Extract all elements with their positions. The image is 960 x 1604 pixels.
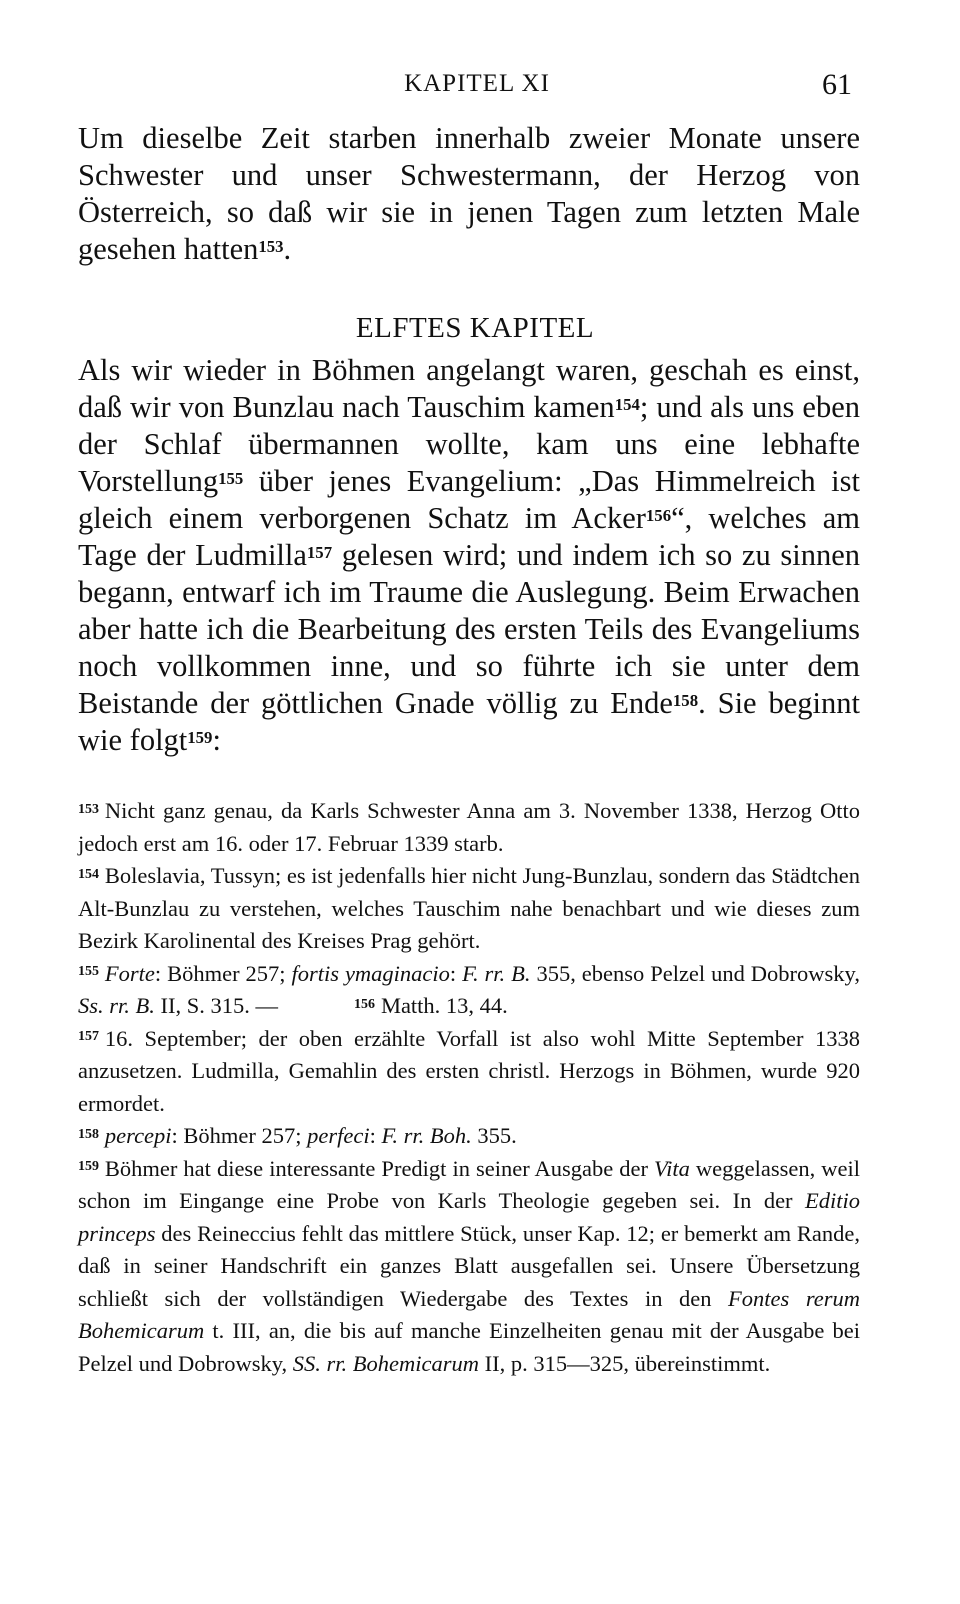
footnote-ref: 159	[187, 728, 213, 748]
footnote-number: 154	[78, 866, 99, 882]
footnote-italic: Fontes rerum Bohemicarum	[78, 1285, 860, 1343]
footnote-italic: F. rr. B.	[462, 960, 531, 986]
footnote-157	[78, 1023, 860, 1121]
footnote-155-156	[78, 958, 860, 1023]
footnote-text: Böhmer hat diese interessante Predigt in seiner Ausgabe der	[104, 1155, 655, 1181]
footnote-text: Matth. 13, 44.	[380, 993, 508, 1018]
footnote-ref: 156	[645, 506, 672, 526]
footnote-text: 355, ebenso Pelzel und Dobrowsky,	[530, 960, 860, 986]
footnote-italic: SS. rr. Bohemicarum	[292, 1350, 480, 1376]
footnote-italic: perfeci	[307, 1123, 370, 1148]
footnote-text: : Böhmer 257;	[171, 1123, 308, 1148]
footnote-number: 159	[78, 1159, 99, 1175]
paragraph-text: ; und als uns eben der Schlaf übermannen wollte, kam uns eine lebhafte Vorstellung	[78, 390, 860, 498]
footnote-italic: Ss. rr. B.	[78, 993, 155, 1018]
footnote-158	[78, 1120, 860, 1153]
footnote-italic: F. rr. Boh.	[381, 1123, 472, 1148]
footnote-italic: Forte	[104, 960, 155, 986]
footnote-text: : Böhmer 257;	[154, 960, 292, 986]
footnote-italic: percepi	[104, 1123, 172, 1148]
footnote-number: 153	[78, 801, 99, 817]
footnote-text: t. III, an, die bis auf manche Einzelheiten genau mit der Ausgabe bei Pelzel und Dobrowsky,	[78, 1318, 860, 1376]
footnote-ref: 155	[218, 469, 244, 489]
footnote-text: Boleslavia, Tussyn; es ist jedenfalls hier nicht Jung-Bunzlau, sondern das Städtchen Alt-Bunzlau zu verstehen, welches Tauschim nahe benachbart und wie dieses zum Bezirk Karolinental des Kreises Prag gehört.	[78, 863, 860, 953]
footnote-italic: fortis ymaginacio	[291, 960, 450, 986]
paragraph-text: :	[212, 723, 221, 757]
paragraph-text: über jenes Evangelium: „Das Himmelreich ist gleich einem verborgenen Schatz im Acker	[78, 464, 860, 535]
footnote-ref: 157	[306, 543, 333, 563]
footnote-text: II, p. 315—325, übereinstimmt.	[479, 1350, 771, 1376]
running-title: KAPITEL XI	[404, 70, 550, 97]
main-text	[78, 120, 860, 759]
footnote-italic: Vita	[654, 1155, 690, 1181]
footnote-number: 158	[78, 1126, 99, 1142]
paragraph-text: “, welches am Tage der Ludmilla	[78, 501, 861, 572]
footnote-text: 16. September; der oben erzählte Vorfall ist also wohl Mitte September 1338 anzusetzen. Ludmilla, Gemahlin des ersten christl. Herzogs in Böhmen, wurde 920 ermordet.	[78, 1025, 860, 1116]
book-page	[78, 66, 860, 1380]
footnote-number: 156	[354, 996, 375, 1012]
footnote-number: 155	[78, 964, 99, 980]
footnote-number: 157	[78, 1029, 99, 1045]
footnote-154	[78, 860, 860, 958]
running-head	[78, 66, 860, 120]
footnote-text: Nicht ganz genau, da Karls Schwester Anna am 3. November 1338, Herzog Otto jedoch erst am 16. oder 17. Februar 1339 starb.	[78, 798, 860, 856]
footnote-153	[78, 795, 860, 860]
footnote-text: 355.	[471, 1123, 517, 1148]
footnote-italic: Editio princeps	[78, 1188, 860, 1246]
footnote-text: :	[449, 960, 463, 986]
footnote-ref: 158	[672, 691, 699, 711]
footnote-159	[78, 1153, 860, 1381]
paragraph-text: Um dieselbe Zeit starben innerhalb zweier Monate unsere Schwester und unser Schwestermann, der Herzog von Österreich, so daß wir sie in jenen Tagen zum letzten Male gesehen hatten	[78, 121, 860, 266]
paragraph-text: .	[283, 232, 292, 266]
footnote-text: II, S. 315. —	[154, 993, 279, 1018]
paragraph-text: gelesen wird; und indem ich so zu sinnen begann, entwarf ich im Traume die Auslegung. Beim Erwachen aber hatte ich die Bearbeitung des ersten Teils des Evangeliums noch vollkommen inne, und so führte ich sie unter dem Beistande der göttlichen Gnade völlig zu Ende	[78, 538, 860, 720]
footnote-text: weggelassen, weil schon im Eingange eine Probe von Karls Theologie gegeben sei. In der	[78, 1155, 860, 1213]
footnotes	[78, 795, 860, 1380]
paragraph-text: . Sie beginnt wie folgt	[78, 686, 860, 757]
paragraph-chapter-start	[78, 352, 860, 759]
paragraph-text: Als wir wieder in Böhmen angelangt waren, geschah es einst, daß wir von Bunzlau nach Tauschim kamen	[78, 353, 860, 424]
chapter-heading: ELFTES KAPITEL	[355, 312, 595, 344]
footnote-text: :	[369, 1123, 382, 1148]
page-number: 61	[822, 68, 852, 101]
footnote-text: des Reineccius fehlt das mittlere Stück, unser Kap. 12; er bemerkt am Rande, daß in seiner Handschrift ein ganzes Blatt ausgefallen sei. Unsere Übersetzung schließt sich der vollständigen Wiedergabe des Textes in den	[78, 1220, 860, 1311]
paragraph-continuation	[78, 120, 860, 268]
footnote-ref: 153	[258, 237, 284, 257]
footnote-ref: 154	[614, 395, 640, 415]
